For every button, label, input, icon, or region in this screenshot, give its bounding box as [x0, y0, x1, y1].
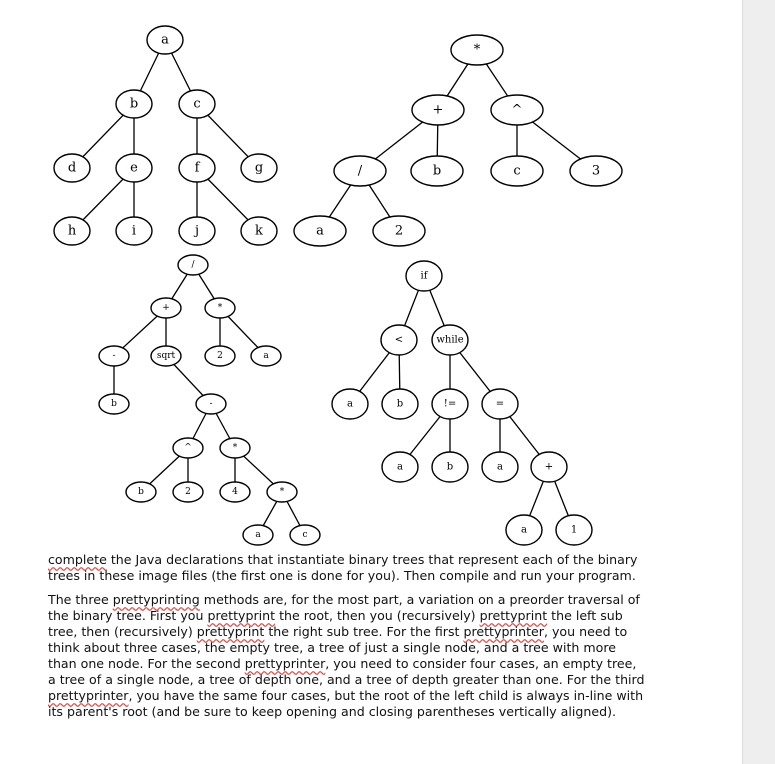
node-label: != [443, 398, 457, 410]
p2-text: , you need to consider four cases, an empty tree, a tree of a single node, a tree of depth one, and a tree of depth greater than one. For the third [48, 656, 645, 687]
tree-node [332, 389, 368, 419]
node-label: b [396, 398, 404, 410]
tree-node [241, 154, 277, 182]
node-label: h [67, 223, 77, 239]
tree-node [432, 389, 468, 419]
spellcheck-word: prettyprinter [48, 688, 129, 703]
tree-node [179, 217, 215, 245]
node-label: 2 [185, 487, 191, 497]
tree-node [491, 156, 543, 186]
node-label: i [131, 223, 137, 239]
node-label: 2 [394, 223, 404, 239]
tree-node [220, 438, 250, 458]
tree-node [290, 525, 320, 545]
p2-text: the left sub tree, then (recursively) [48, 608, 623, 639]
node-label: + [544, 461, 554, 473]
node-label: while [436, 334, 464, 346]
node-label: a [161, 32, 169, 48]
tree-node [570, 156, 622, 186]
node-label: + [432, 102, 444, 118]
tree-node [243, 525, 273, 545]
scrollbar-track[interactable] [742, 0, 775, 764]
node-label: b [111, 399, 117, 409]
tree-node [531, 452, 567, 482]
tree-node [411, 156, 463, 186]
tree-node [294, 216, 346, 246]
tree-node [220, 482, 250, 502]
tree-node [151, 346, 181, 366]
tree-node [556, 515, 592, 545]
tree-node [99, 394, 129, 414]
tree-node [334, 156, 386, 186]
node-label: a [521, 524, 527, 536]
spellcheck-word: prettyprinter [244, 656, 326, 671]
tree-node [451, 35, 503, 65]
node-label: g [254, 160, 264, 176]
p2-text: The three [48, 592, 113, 607]
node-label: - [209, 399, 213, 409]
node-label: e [130, 160, 138, 176]
tree-node [173, 482, 203, 502]
tree-node [491, 95, 543, 125]
tree-node [151, 298, 181, 318]
tree-node [54, 217, 90, 245]
tree-node [267, 482, 297, 502]
node-label: - [112, 351, 116, 361]
spellcheck-word: prettyprint [479, 608, 548, 623]
node-label: 4 [232, 487, 238, 497]
tree-node [482, 452, 518, 482]
node-label: b [432, 163, 442, 179]
tree-node [179, 90, 215, 118]
tree-node [432, 325, 468, 355]
node-label: a [347, 398, 353, 410]
tree-node [382, 389, 418, 419]
tree-node [54, 154, 90, 182]
tree-node [147, 26, 183, 54]
node-label: = [495, 398, 505, 410]
node-label: a [316, 223, 324, 239]
node-label: ^ [511, 102, 523, 118]
spellcheck-word: prettyprint [196, 624, 265, 639]
node-label: if [420, 270, 428, 282]
p2-text: , you have the same four cases, but the root of the left child is always in-line with its parent's root (and be sure to keep opening and closing parentheses vertically aligned). [48, 688, 644, 719]
paragraph-1-text: the Java declarations that instantiate binary trees that represent each of the binary trees in these image files (the first one is done for you). Then compile and run your program. [48, 552, 638, 583]
node-label: d [67, 160, 77, 176]
node-label: j [194, 223, 200, 239]
tree-node [99, 346, 129, 366]
spellcheck-word: complete [48, 552, 107, 567]
node-label: + [162, 303, 170, 313]
node-label: b [138, 487, 144, 497]
tree-node [173, 438, 203, 458]
tree-node [406, 261, 442, 291]
tree-node [116, 217, 152, 245]
node-label: 3 [591, 163, 601, 179]
tree-node [506, 515, 542, 545]
node-label: sqrt [156, 351, 176, 361]
tree-node [178, 255, 208, 275]
node-label: 2 [217, 351, 223, 361]
node-label: * [232, 443, 238, 453]
tree-tree2 [294, 35, 622, 246]
tree-node [412, 95, 464, 125]
tree-node [373, 216, 425, 246]
node-label: < [394, 334, 404, 346]
tree-node [432, 452, 468, 482]
tree-node [205, 346, 235, 366]
tree-node [116, 90, 152, 118]
tree-node [196, 394, 226, 414]
node-label: / [357, 163, 363, 179]
node-label: * [217, 303, 223, 313]
tree-node [116, 154, 152, 182]
p2-text: , you need to think about three cases, the empty tree, a tree of just a single node, and a tree with more than one node. For the second [48, 624, 628, 671]
node-label: b [129, 96, 139, 112]
node-label: k [255, 223, 263, 239]
node-label: 1 [570, 524, 578, 536]
tree-tree3 [99, 255, 320, 545]
spellcheck-word: prettyprint [207, 608, 276, 623]
node-label: b [446, 461, 454, 473]
node-label: * [473, 42, 481, 58]
tree-node [205, 298, 235, 318]
tree-tree1 [54, 26, 277, 245]
node-label: a [497, 461, 503, 473]
spellcheck-word: prettyprinting [112, 592, 200, 607]
paragraph-1 [48, 552, 648, 584]
p2-text: the root, then you (recursively) [275, 608, 480, 623]
p2-text: methods are, for the most part, a variation on a preorder traversal of the binary tree. First you [48, 592, 640, 623]
node-label: c [513, 163, 521, 179]
node-label: * [279, 487, 285, 497]
node-label: a [255, 530, 261, 540]
node-label: a [263, 351, 269, 361]
node-label: / [191, 260, 195, 270]
tree-node [382, 452, 418, 482]
paragraph-2 [48, 592, 648, 720]
node-label: ^ [184, 443, 192, 453]
node-label: c [302, 530, 308, 540]
tree-node [179, 154, 215, 182]
instructions-text [48, 552, 648, 728]
tree-node [251, 346, 281, 366]
tree-node [126, 482, 156, 502]
node-label: c [193, 96, 201, 112]
tree-node [381, 325, 417, 355]
p2-text: the right sub tree. For the first [264, 624, 464, 639]
tree-node [482, 389, 518, 419]
tree-tree4 [332, 261, 592, 545]
node-label: a [397, 461, 403, 473]
tree-node [241, 217, 277, 245]
node-label: f [194, 160, 200, 176]
spellcheck-word: prettyprinter [463, 624, 544, 639]
